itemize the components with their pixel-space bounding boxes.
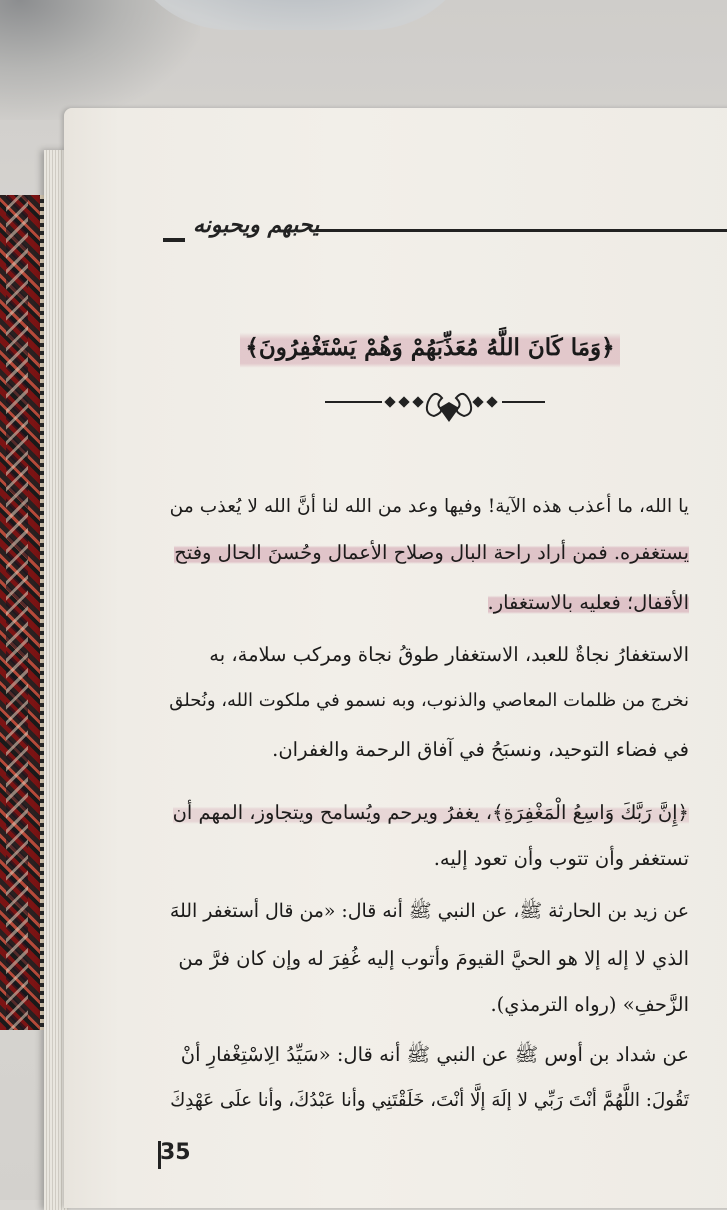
running-header-title: يحبهم ويحبونه xyxy=(193,212,320,238)
paragraph-line: عن زيد بن الحارثة ﷺ، عن النبي ﷺ أنه قال: «من قال أستغفر اللهَ xyxy=(169,900,689,922)
header-rule xyxy=(315,229,727,232)
paragraph-line: عن شداد بن أوس ﷺ عن النبي ﷺ أنه قال: «سَيِّدُ الِاسْتِغْفارِ أنْ xyxy=(180,1043,689,1066)
paragraph-line: الاستغفارُ نجاةٌ للعبد، الاستغفار طوقُ نجاة ومركب سلامة، به xyxy=(209,643,689,666)
paragraph-line: الذي لا إله إلا هو الحيَّ القيومَ وأتوب إليه غُفِرَ له وإن كان فرَّ من xyxy=(178,947,689,970)
paragraph-line: يا الله، ما أعذب هذه الآية! وفيها وعد من الله لنا أنَّ الله لا يُعذب من xyxy=(169,496,689,517)
paragraph-line: يستغفره. فمن أراد راحة البال وصلاح الأعمال وحُسنَ الحال وفتح xyxy=(174,541,689,564)
paragraph-line: ﴿إِنَّ رَبَّكَ وَاسِعُ الْمَغْفِرَةِ﴾، يغفرُ ويرحم ويُسامح ويتجاوز، المهم أن xyxy=(172,801,689,824)
paragraph-line: نخرج من ظلمات المعاصي والذنوب، وبه نسمو في ملكوت الله، ونُحلق xyxy=(169,690,689,711)
paragraph-line: الزَّحفِ» (رواه الترمذي). xyxy=(490,993,689,1016)
ornament-divider xyxy=(320,384,550,434)
header-dash xyxy=(163,238,185,242)
paragraph-line: تستغفر وأن تتوب وأن تعود إليه. xyxy=(433,847,689,870)
paragraph-line: تَقُولَ: اللَّهُمَّ أنْتَ رَبِّي لا إلَهَ إلَّا أنْتَ، خَلَقْتَنِي وأنا عَبْدُكَ، وأنا علَى عَهْدِكَ xyxy=(170,1090,689,1111)
page-number: 35 xyxy=(160,1140,191,1165)
paragraph-line: في فضاء التوحيد، ونسبَحُ في آفاق الرحمة والغفران. xyxy=(272,738,689,761)
quran-verse: ﴿وَمَا كَانَ اللَّهُ مُعَذِّبَهُمْ وَهُمْ يَسْتَغْفِرُونَ﴾ xyxy=(240,326,620,370)
paragraph-line: الأقفال؛ فعليه بالاستغفار. xyxy=(487,591,689,614)
